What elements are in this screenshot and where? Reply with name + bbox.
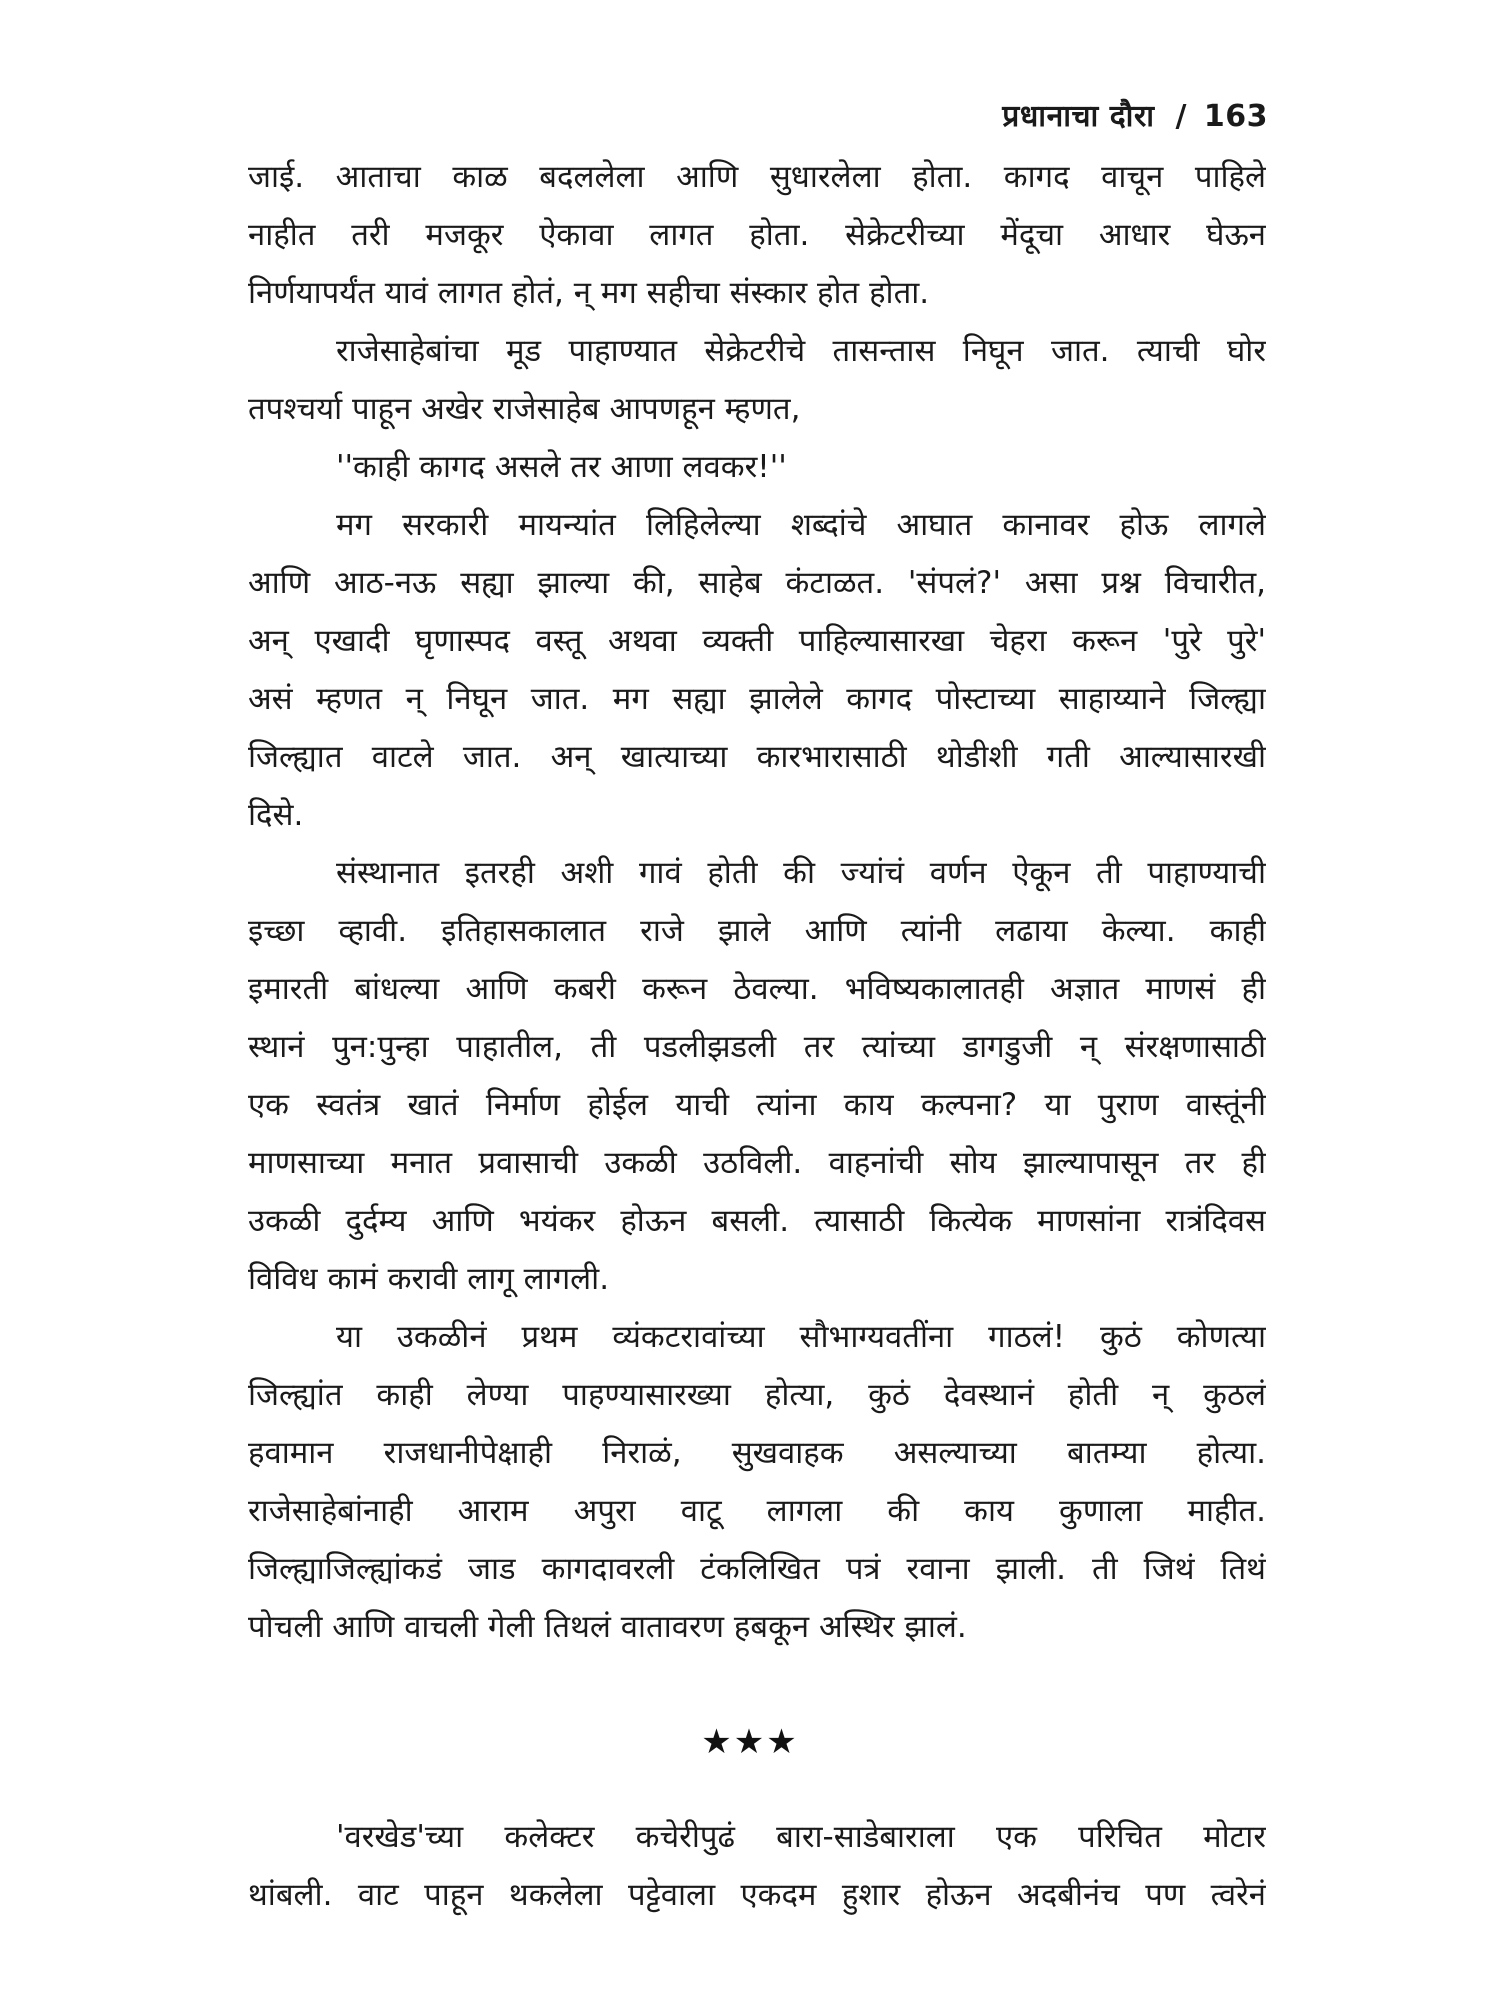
- text-line: नाहीत तरी मजकूर ऐकावा लागत होता. सेक्रेटरीच्या मेंदूचा आधार घेऊन: [248, 217, 1266, 253]
- chapter-title: प्रधानाचा दौरा: [1002, 99, 1155, 134]
- next-section-text: [248, 1808, 1266, 1924]
- text-line: जिल्ह्यात वाटले जात. अन् खात्याच्या कारभारासाठी थोडीशी गती आल्यासारखी: [248, 739, 1266, 775]
- text-line: इच्छा व्हावी. इतिहासकालात राजे झाले आणि त्यांनी लढाया केल्या. काही: [248, 913, 1266, 949]
- text-line: एक स्वतंत्र खातं निर्माण होईल याची त्यांना काय कल्पना? या पुराण वास्तूंनी: [248, 1087, 1266, 1123]
- text-line: असं म्हणत न् निघून जात. मग सह्या झालेले कागद पोस्टाच्या साहाय्याने जिल्ह्या: [248, 681, 1266, 717]
- text-line: निर्णयापर्यंत यावं लागत होतं, न् मग सहीचा संस्कार होत होता.: [248, 275, 930, 311]
- text-line: जाई. आताचा काळ बदललेला आणि सुधारलेला होता. कागद वाचून पाहिले: [248, 159, 1266, 195]
- text-line: विविध कामं करावी लागू लागली.: [248, 1261, 610, 1297]
- main-text: [248, 148, 1266, 1656]
- text-line: जिल्ह्याजिल्ह्यांकडं जाड कागदावरली टंकलिखित पत्रं रवाना झाली. ती जिथं तिथं: [248, 1551, 1266, 1587]
- text-line: हवामान राजधानीपेक्षाही निराळं, सुखवाहक असल्याच्या बातम्या होत्या.: [248, 1435, 1266, 1471]
- text-line: राजेसाहेबांनाही आराम अपुरा वाटू लागला की काय कुणाला माहीत.: [248, 1493, 1266, 1529]
- header-separator: /: [1175, 99, 1187, 134]
- text-line: अन् एखादी घृणास्पद वस्तू अथवा व्यक्ती पाहिल्यासारखा चेहरा करून 'पुरे पुरे': [248, 623, 1266, 659]
- text-line: 'वरखेड'च्या कलेक्टर कचेरीपुढं बारा-साडेबाराला एक परिचित मोटार: [336, 1819, 1266, 1855]
- page-number: 163: [1203, 99, 1268, 134]
- text-line: थांबली. वाट पाहून थकलेला पट्टेवाला एकदम हुशार होऊन अदबीनंच पण त्वरेनं: [248, 1877, 1266, 1913]
- text-line: मग सरकारी मायन्यांत लिहिलेल्या शब्दांचे आघात कानावर होऊ लागले: [336, 507, 1266, 543]
- text-line: संस्थानात इतरही अशी गावं होती की ज्यांचं वर्णन ऐकून ती पाहाण्याची: [336, 855, 1266, 891]
- running-header: [1002, 94, 1268, 135]
- text-line: तपश्चर्या पाहून अखेर राजेसाहेब आपणहून म्हणत,: [248, 391, 801, 427]
- section-divider: ★★★: [701, 1722, 799, 1762]
- text-line: पोचली आणि वाचली गेली तिथलं वातावरण हबकून अस्थिर झालं.: [248, 1609, 967, 1645]
- text-line: राजेसाहेबांचा मूड पाहाण्यात सेक्रेटरीचे तासन्तास निघून जात. त्याची घोर: [336, 333, 1266, 369]
- text-line: या उकळीनं प्रथम व्यंकटरावांच्या सौभाग्यवतींना गाठलं! कुठं कोणत्या: [336, 1319, 1266, 1355]
- text-line: दिसे.: [248, 797, 304, 833]
- text-line: माणसाच्या मनात प्रवासाची उकळी उठविली. वाहनांची सोय झाल्यापासून तर ही: [248, 1145, 1266, 1181]
- text-line: उकळी दुर्दम्य आणि भयंकर होऊन बसली. त्यासाठी कित्येक माणसांना रात्रंदिवस: [248, 1203, 1266, 1239]
- text-line: जिल्ह्यांत काही लेण्या पाहण्यासारख्या होत्या, कुठं देवस्थानं होती न् कुठलं: [248, 1377, 1266, 1413]
- text-line: इमारती बांधल्या आणि कबरी करून ठेवल्या. भविष्यकालातही अज्ञात माणसं ही: [248, 971, 1266, 1007]
- text-line: स्थानं पुन:पुन्हा पाहातील, ती पडलीझडली तर त्यांच्या डागडुजी न् संरक्षणासाठी: [248, 1029, 1266, 1065]
- text-line: आणि आठ-नऊ सह्या झाल्या की, साहेब कंटाळत. 'संपलं?' असा प्रश्न विचारीत,: [248, 565, 1266, 601]
- quote-line: ''काही कागद असले तर आणा लवकर!'': [336, 449, 787, 485]
